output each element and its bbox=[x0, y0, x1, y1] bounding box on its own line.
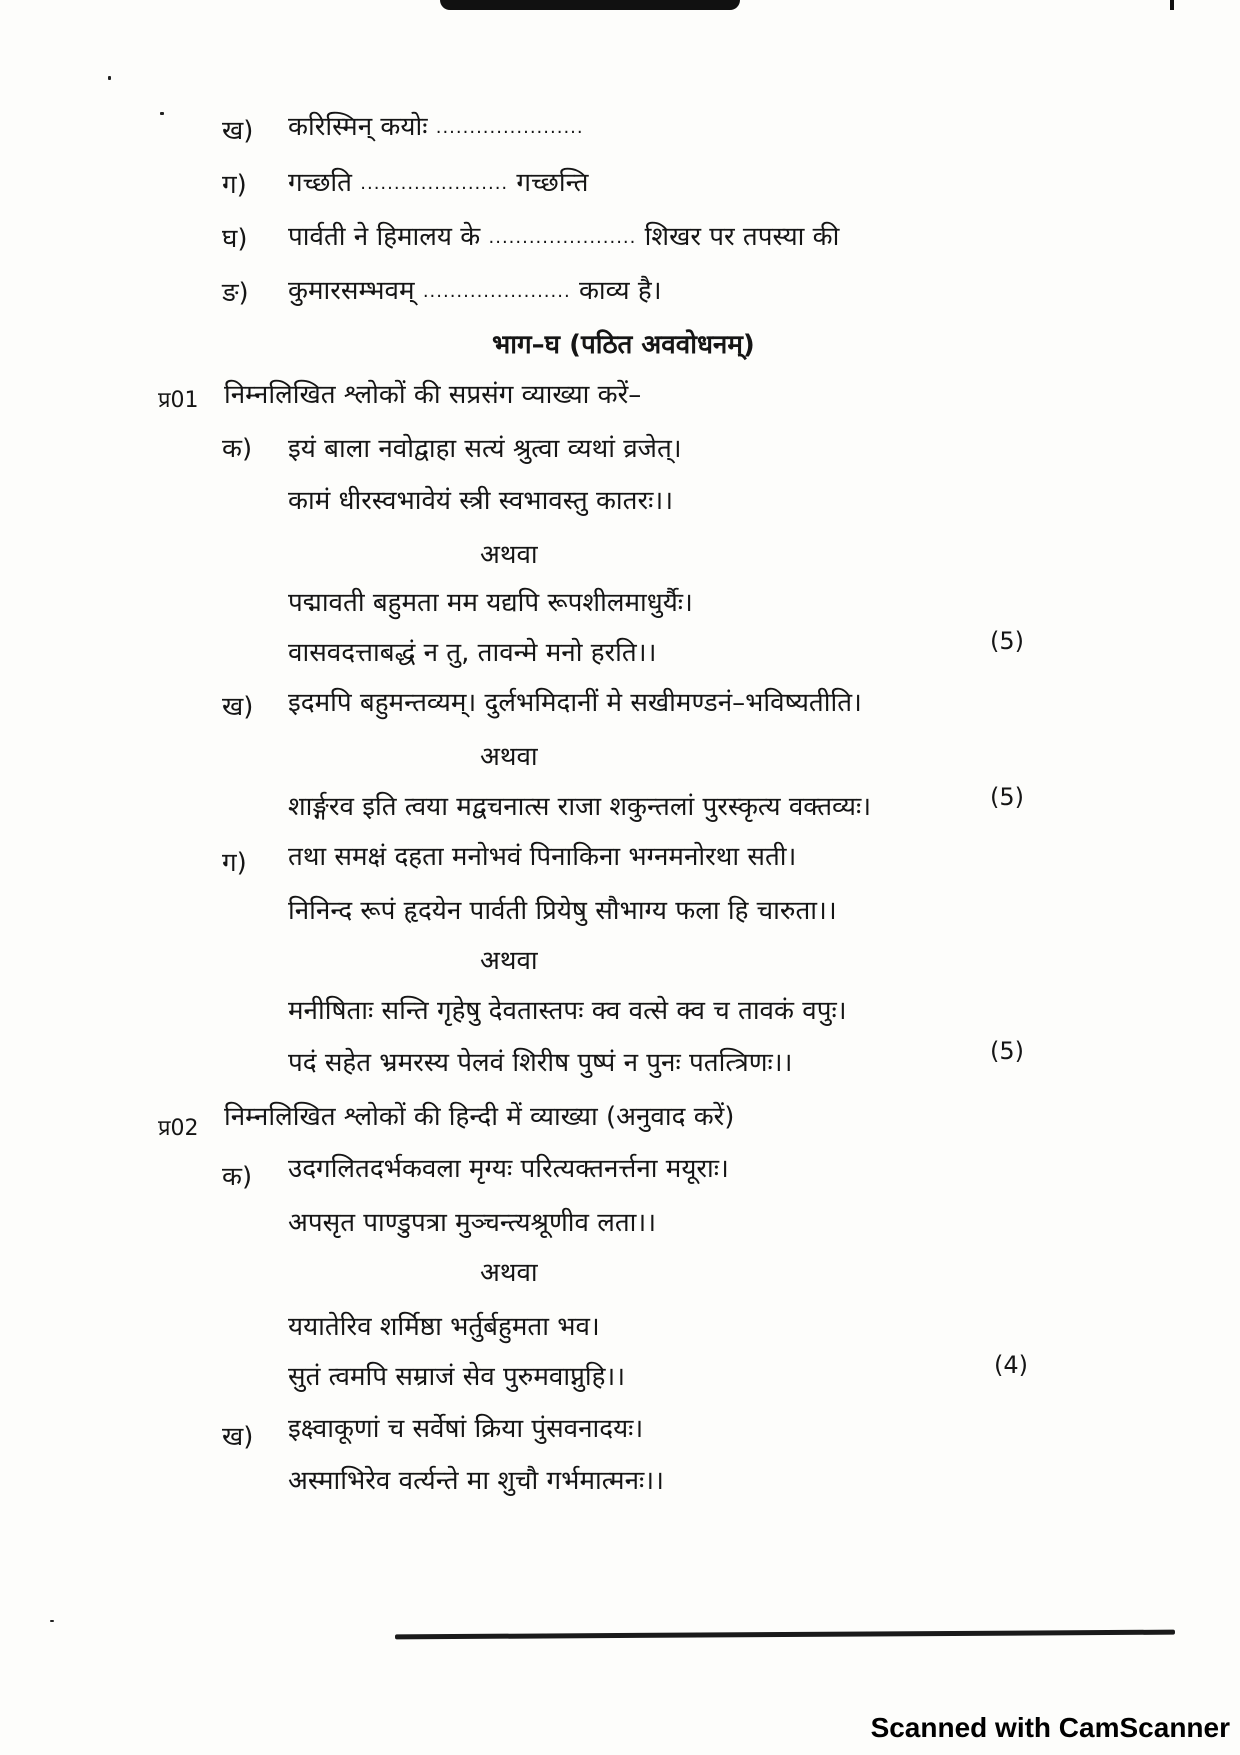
item-text: गच्छन्ति bbox=[516, 168, 589, 198]
scanner-watermark: Scanned with CamScanner bbox=[870, 1712, 1230, 1743]
scan-edge-right bbox=[1170, 0, 1174, 10]
item-label: घ) bbox=[222, 224, 248, 254]
question-number: प्र01 bbox=[158, 388, 199, 413]
verse-line: पद्मावती बहुमता मम यद्यपि रूपशीलमाधुर्यैः। bbox=[288, 588, 693, 618]
item-text: गच्छति bbox=[288, 168, 352, 198]
verse-line: मनीषिताः सन्ति गृहेषु देवतास्तपः क्व वत्से क्व च तावकं वपुः। bbox=[288, 996, 847, 1026]
verse-line: इयं बाला नवोद्वाहा सत्यं श्रुत्वा व्यथां व्रजेत्। bbox=[288, 434, 682, 464]
verse-line: सुतं त्वमपि सम्राजं सेव पुरुमवाप्नुहि।। bbox=[288, 1362, 626, 1392]
bottom-rule bbox=[395, 1630, 1175, 1640]
verse-line: पदं सहेत भ्रमरस्य पेलवं शिरीष पुष्पं न पुनः पतत्त्रिणः।। bbox=[288, 1048, 793, 1078]
blank-dots: ...................... bbox=[435, 117, 584, 138]
question-instruction: निम्नलिखित श्लोकों की सप्रसंग व्याख्या करें– bbox=[224, 380, 642, 410]
marks: (4) bbox=[994, 1351, 1028, 1379]
verse-line: वासवदत्ताबद्धं न तु, तावन्मे मनो हरति।। bbox=[288, 638, 657, 668]
fill-in-item bbox=[288, 220, 839, 255]
marks: (5) bbox=[990, 1037, 1024, 1065]
subquestion-label: क) bbox=[222, 434, 253, 464]
question-number: प्र02 bbox=[158, 1116, 199, 1141]
verse-line: निनिन्द रूपं हृदयेन पार्वती प्रियेषु सौभाग्य फला हि चारुता।। bbox=[288, 896, 837, 926]
verse-line: उदगलितदर्भकवला मृग्यः परित्यक्तनर्त्तना मयूराः। bbox=[288, 1154, 729, 1184]
verse-line: इदमपि बहुमन्तव्यम्। दुर्लभमिदानीं मे सखीमण्डनं–भविष्यतीति। bbox=[288, 688, 862, 718]
item-text: काव्य है। bbox=[578, 276, 662, 306]
subquestion-label: ख) bbox=[222, 692, 254, 722]
item-label: ग) bbox=[222, 170, 247, 200]
scan-speck bbox=[108, 76, 111, 80]
item-label: ङ) bbox=[222, 278, 249, 308]
scan-speck bbox=[50, 1620, 54, 1622]
or-divider: अथवा bbox=[480, 946, 538, 976]
verse-line: ययातेरिव शर्मिष्ठा भर्तुर्बहुमता भव। bbox=[288, 1312, 600, 1342]
verse-line: शार्ङ्गरव इति त्वया मद्वचनात्स राजा शकुन्तलां पुरस्कृत्य वक्तव्यः। bbox=[288, 792, 872, 822]
item-text: शिखर पर तपस्या की bbox=[644, 222, 840, 252]
section-heading: भाग–घ (पठित अववोधनम्) bbox=[492, 330, 755, 360]
scan-speck bbox=[160, 112, 164, 115]
item-text: पार्वती ने हिमालय के bbox=[288, 222, 481, 252]
fill-in-item bbox=[288, 274, 662, 309]
verse-line: इक्ष्वाकूणां च सर्वेषां क्रिया पुंसवनादयः। bbox=[288, 1414, 644, 1444]
or-divider: अथवा bbox=[480, 1258, 538, 1288]
fill-in-item bbox=[288, 110, 584, 145]
subquestion-label: क) bbox=[222, 1162, 253, 1192]
subquestion-label: ख) bbox=[222, 1422, 254, 1452]
marks: (5) bbox=[990, 783, 1024, 811]
or-divider: अथवा bbox=[480, 742, 538, 772]
verse-line: अस्माभिरेव वर्त्यन्ते मा शुचौ गर्भमात्मनः।। bbox=[288, 1466, 664, 1496]
item-text: कुमारसम्भवम् bbox=[288, 276, 415, 306]
scan-edge-top bbox=[440, 0, 740, 10]
verse-line: तथा समक्षं दहता मनोभवं पिनाकिना भग्नमनोरथा सती। bbox=[288, 842, 797, 872]
question-instruction: निम्नलिखित श्लोकों की हिन्दी में व्याख्या (अनुवाद करें) bbox=[224, 1102, 735, 1132]
blank-dots: ...................... bbox=[488, 227, 637, 248]
fill-in-item bbox=[288, 166, 588, 201]
verse-line: अपसृत पाण्डुपत्रा मुञ्चन्त्यश्रूणीव लता।। bbox=[288, 1208, 657, 1238]
subquestion-label: ग) bbox=[222, 848, 247, 878]
marks: (5) bbox=[990, 627, 1024, 655]
verse-line: कामं धीरस्वभावेयं स्त्री स्वभावस्तु कातरः।। bbox=[288, 486, 674, 516]
item-text: करिस्मिन् कयोः bbox=[288, 112, 428, 142]
item-label: ख) bbox=[222, 116, 254, 146]
blank-dots: ...................... bbox=[422, 281, 571, 302]
or-divider: अथवा bbox=[480, 540, 538, 570]
blank-dots: ...................... bbox=[360, 173, 509, 194]
